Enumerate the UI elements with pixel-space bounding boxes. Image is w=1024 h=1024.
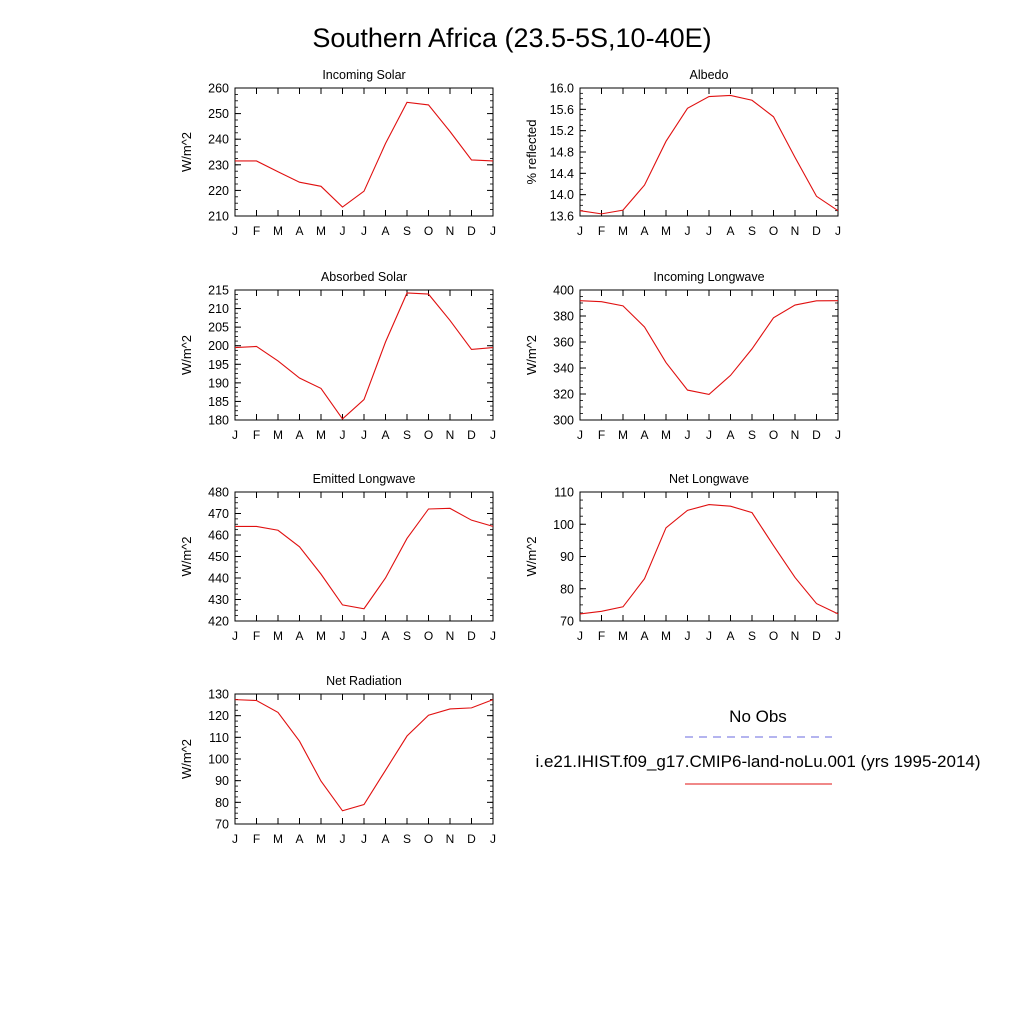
panel-title: Net Longwave xyxy=(669,472,749,486)
panel-frame xyxy=(235,492,493,621)
y-tick-label: 80 xyxy=(215,795,229,810)
x-tick-label: J xyxy=(835,224,841,238)
x-tick-label: O xyxy=(768,428,779,442)
x-tick-label: N xyxy=(445,428,455,442)
y-tick-label: 420 xyxy=(208,614,229,629)
y-tick-label: 205 xyxy=(208,320,229,335)
series-line xyxy=(235,508,493,608)
panel-1 xyxy=(524,68,841,238)
x-tick-label: J xyxy=(232,428,238,442)
x-tick-label: J xyxy=(232,224,238,238)
x-tick-label: J xyxy=(339,832,346,846)
y-tick-label: 430 xyxy=(208,593,229,607)
x-tick-label: M xyxy=(661,428,671,442)
panel-frame xyxy=(580,492,838,621)
x-tick-label: S xyxy=(402,629,412,643)
x-tick-label: M xyxy=(273,832,283,846)
y-tick-label: 16.0 xyxy=(549,81,574,96)
x-tick-label: D xyxy=(812,428,821,442)
panel-title: Incoming Solar xyxy=(322,68,406,82)
y-tick-label: 360 xyxy=(553,335,574,350)
y-tick-label: 210 xyxy=(208,302,229,317)
y-tick-label: 110 xyxy=(209,730,229,745)
x-tick-label: S xyxy=(402,832,412,846)
x-tick-label: J xyxy=(706,224,712,238)
y-tick-label: 470 xyxy=(208,507,229,521)
panel-title: Albedo xyxy=(689,68,729,82)
x-tick-label: M xyxy=(618,629,628,643)
y-tick-label: 220 xyxy=(208,183,229,198)
panel-4 xyxy=(179,472,496,643)
panel-frame xyxy=(235,88,493,216)
x-tick-label: J xyxy=(490,428,496,442)
x-tick-label: J xyxy=(339,428,346,442)
x-tick-label: D xyxy=(812,224,821,238)
y-tick-label: 260 xyxy=(208,81,229,96)
x-tick-label: M xyxy=(316,224,326,238)
legend xyxy=(535,707,980,784)
series-line xyxy=(580,301,838,395)
x-tick-label: M xyxy=(661,629,671,643)
x-tick-label: J xyxy=(361,428,367,442)
y-axis-label: W/m^2 xyxy=(179,334,194,376)
y-tick-label: 120 xyxy=(208,709,229,724)
x-tick-label: N xyxy=(445,629,455,643)
x-tick-label: M xyxy=(273,428,283,442)
x-tick-label: A xyxy=(726,224,735,238)
panel-title: Incoming Longwave xyxy=(653,270,765,284)
x-tick-label: J xyxy=(835,629,841,643)
x-tick-label: F xyxy=(597,629,606,643)
series-line xyxy=(235,700,493,811)
x-tick-label: O xyxy=(768,224,779,238)
y-tick-label: 400 xyxy=(553,283,574,298)
x-tick-label: O xyxy=(423,428,434,442)
x-tick-label: A xyxy=(726,629,735,643)
y-tick-label: 250 xyxy=(208,107,229,122)
x-tick-label: J xyxy=(232,832,238,846)
x-tick-label: A xyxy=(640,224,649,238)
x-tick-label: F xyxy=(252,224,261,238)
panels xyxy=(179,68,841,846)
y-tick-label: 14.0 xyxy=(549,188,574,203)
y-tick-label: 90 xyxy=(215,774,229,789)
figure-title: Southern Africa (23.5-5S,10-40E) xyxy=(312,23,712,53)
x-tick-label: F xyxy=(252,832,261,846)
y-axis-label: W/m^2 xyxy=(179,738,194,780)
y-tick-label: 100 xyxy=(553,517,574,532)
legend-model-label: i.e21.IHIST.f09_g17.CMIP6-land-noLu.001 (yrs 1995-2014) xyxy=(535,752,981,771)
x-tick-label: F xyxy=(597,224,606,238)
y-tick-label: 70 xyxy=(215,817,229,832)
x-tick-label: S xyxy=(747,629,757,643)
x-tick-label: F xyxy=(252,629,261,643)
x-tick-label: J xyxy=(339,224,346,238)
y-tick-label: 380 xyxy=(553,309,574,324)
x-tick-label: J xyxy=(684,629,691,643)
x-tick-label: A xyxy=(381,629,390,643)
panel-2 xyxy=(179,270,496,442)
y-tick-label: 130 xyxy=(208,687,229,702)
y-tick-label: 14.8 xyxy=(549,145,574,160)
x-tick-label: J xyxy=(490,629,496,643)
x-tick-label: D xyxy=(812,629,821,643)
x-tick-label: J xyxy=(684,428,691,442)
x-tick-label: A xyxy=(381,428,390,442)
y-tick-label: 70 xyxy=(560,614,574,629)
panel-frame xyxy=(580,290,838,420)
x-tick-label: J xyxy=(706,428,712,442)
x-tick-label: A xyxy=(295,428,304,442)
y-axis-label: % reflected xyxy=(524,119,539,185)
panel-3 xyxy=(524,270,841,442)
x-tick-label: O xyxy=(423,629,434,643)
x-tick-label: D xyxy=(467,832,476,846)
x-tick-label: N xyxy=(790,629,800,643)
x-tick-label: F xyxy=(252,428,261,442)
y-tick-label: 15.6 xyxy=(549,102,574,117)
y-tick-label: 15.2 xyxy=(549,124,574,139)
x-tick-label: A xyxy=(640,629,649,643)
x-tick-label: M xyxy=(273,224,283,238)
x-tick-label: A xyxy=(295,832,304,846)
y-tick-label: 180 xyxy=(208,413,229,428)
x-tick-label: A xyxy=(381,832,390,846)
x-tick-label: N xyxy=(445,832,455,846)
x-tick-label: J xyxy=(361,832,367,846)
x-tick-label: M xyxy=(618,428,628,442)
x-tick-label: S xyxy=(747,428,757,442)
y-tick-label: 14.4 xyxy=(549,166,574,181)
x-tick-label: J xyxy=(490,224,496,238)
y-tick-label: 300 xyxy=(553,413,574,428)
x-tick-label: A xyxy=(640,428,649,442)
x-tick-label: N xyxy=(445,224,455,238)
y-axis-label: W/m^2 xyxy=(524,334,539,376)
y-axis-label: W/m^2 xyxy=(524,536,539,577)
y-tick-label: 215 xyxy=(208,283,229,298)
x-tick-label: J xyxy=(577,428,583,442)
x-tick-label: J xyxy=(577,629,583,643)
x-tick-label: O xyxy=(423,832,434,846)
y-tick-label: 185 xyxy=(208,394,229,409)
x-tick-label: M xyxy=(316,832,326,846)
x-tick-label: S xyxy=(402,224,412,238)
y-tick-label: 450 xyxy=(208,550,229,564)
x-tick-label: M xyxy=(661,224,671,238)
panel-frame xyxy=(580,88,838,216)
legend-obs-label: No Obs xyxy=(729,707,787,726)
y-tick-label: 210 xyxy=(208,209,229,224)
panel-title: Absorbed Solar xyxy=(320,270,408,284)
x-tick-label: D xyxy=(467,224,476,238)
x-tick-label: F xyxy=(597,428,606,442)
x-tick-label: J xyxy=(361,629,367,643)
y-tick-label: 190 xyxy=(208,376,229,391)
x-tick-label: J xyxy=(684,224,691,238)
x-tick-label: J xyxy=(577,224,583,238)
panel-frame xyxy=(235,290,493,420)
x-tick-label: N xyxy=(790,224,800,238)
y-axis-label: W/m^2 xyxy=(179,536,194,577)
y-tick-label: 320 xyxy=(553,387,574,402)
panel-6 xyxy=(179,674,496,846)
y-tick-label: 340 xyxy=(553,361,574,376)
y-tick-label: 460 xyxy=(208,528,229,543)
panel-5 xyxy=(524,472,841,643)
y-tick-label: 90 xyxy=(560,550,574,564)
x-tick-label: M xyxy=(273,629,283,643)
x-tick-label: A xyxy=(381,224,390,238)
series-line xyxy=(580,95,838,213)
x-tick-label: M xyxy=(316,428,326,442)
y-tick-label: 440 xyxy=(208,571,229,586)
y-tick-label: 110 xyxy=(554,485,574,500)
x-tick-label: N xyxy=(790,428,800,442)
x-tick-label: M xyxy=(316,629,326,643)
y-tick-label: 13.6 xyxy=(549,209,574,224)
x-tick-label: J xyxy=(361,224,367,238)
y-tick-label: 200 xyxy=(208,339,229,354)
panel-title: Net Radiation xyxy=(326,674,402,688)
y-tick-label: 230 xyxy=(208,158,229,173)
x-tick-label: A xyxy=(295,224,304,238)
y-tick-label: 480 xyxy=(208,485,229,500)
x-tick-label: M xyxy=(618,224,628,238)
x-tick-label: D xyxy=(467,629,476,643)
series-line xyxy=(235,102,493,207)
y-tick-label: 100 xyxy=(208,752,229,767)
x-tick-label: O xyxy=(768,629,779,643)
y-tick-label: 195 xyxy=(208,357,229,372)
x-tick-label: S xyxy=(747,224,757,238)
y-axis-label: W/m^2 xyxy=(179,131,194,173)
x-tick-label: J xyxy=(490,832,496,846)
x-tick-label: J xyxy=(232,629,238,643)
panel-title: Emitted Longwave xyxy=(312,472,416,486)
x-tick-label: O xyxy=(423,224,434,238)
x-tick-label: A xyxy=(295,629,304,643)
x-tick-label: S xyxy=(402,428,412,442)
y-tick-label: 240 xyxy=(208,132,229,147)
x-tick-label: A xyxy=(726,428,735,442)
panel-0 xyxy=(179,68,496,238)
x-tick-label: J xyxy=(339,629,346,643)
x-tick-label: D xyxy=(467,428,476,442)
series-line xyxy=(580,505,838,614)
x-tick-label: J xyxy=(835,428,841,442)
y-tick-label: 80 xyxy=(560,582,574,597)
x-tick-label: J xyxy=(706,629,712,643)
series-line xyxy=(235,293,493,419)
